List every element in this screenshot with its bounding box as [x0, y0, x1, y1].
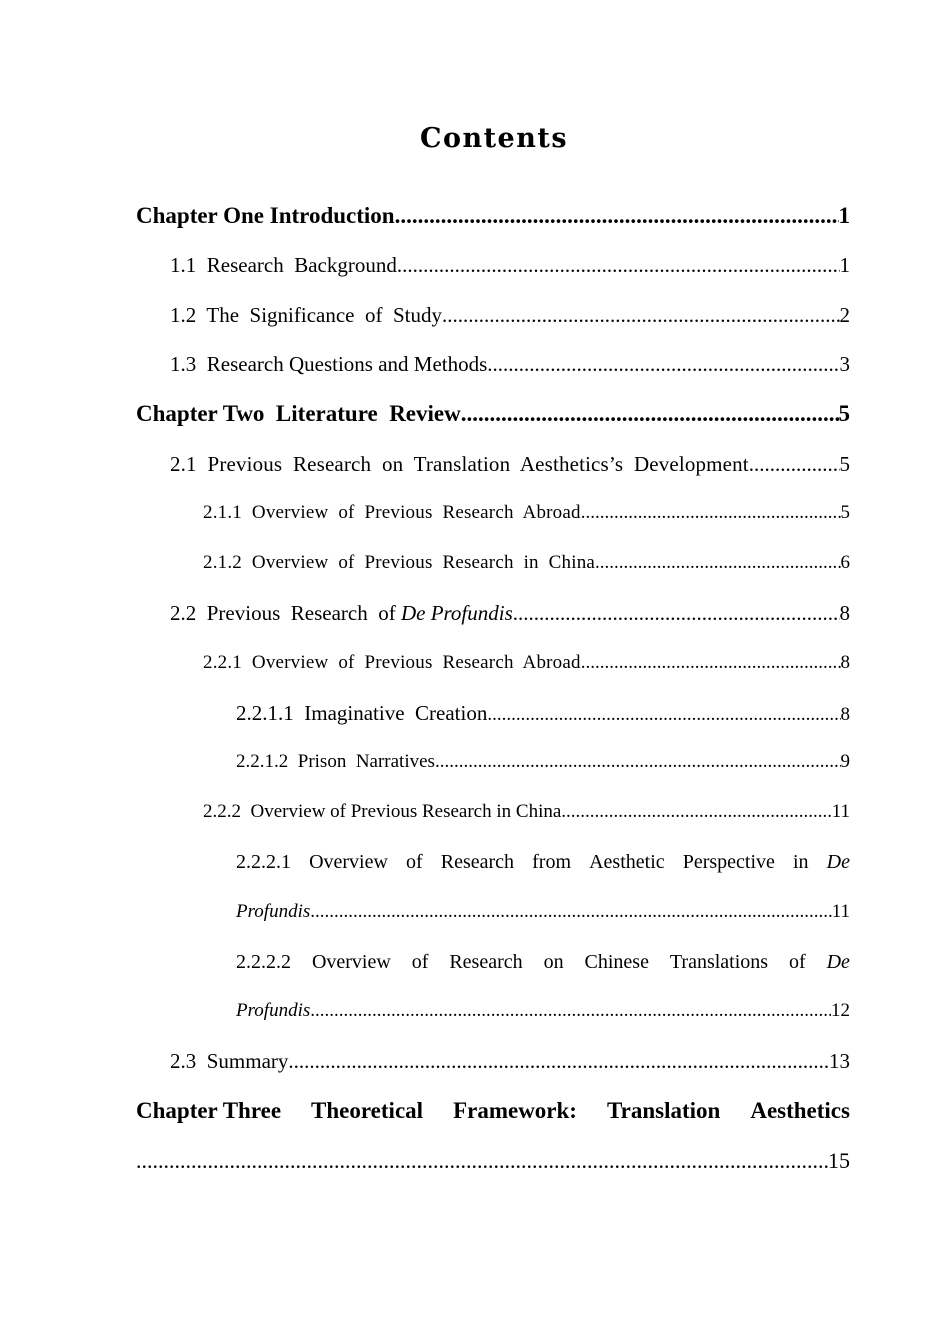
toc-word: in — [792, 851, 809, 873]
toc-page-number: 3 — [839, 352, 850, 376]
toc-word: on — [543, 951, 564, 973]
toc-entry-1-1[interactable] — [170, 249, 850, 281]
toc-page-number: 12 — [831, 1000, 850, 1021]
toc-entry-label-italic: Profundis — [236, 1000, 311, 1021]
dot-leader — [487, 700, 840, 728]
toc-page-number: 5 — [840, 502, 850, 523]
toc-word: Translation — [606, 1098, 721, 1123]
dot-leader — [595, 548, 840, 578]
toc-page-number: 5 — [839, 452, 850, 476]
toc-entry-label-prefix: 2.2 Previous Research of — [170, 601, 401, 625]
toc-entry-label: 1.3 Research Questions and Methods — [170, 352, 488, 376]
toc-word: Research — [449, 951, 523, 973]
toc-entry-label: 1.2 The Significance of Study — [170, 303, 442, 327]
toc-page-number: 2 — [839, 303, 850, 327]
toc-word: 2.2.2.2 — [236, 951, 291, 973]
toc-entry-label — [236, 698, 487, 728]
toc-word: Translations — [669, 951, 769, 973]
toc-entry-label: Chapter One Introduction — [136, 203, 395, 228]
toc-page-number: 1 — [838, 203, 850, 228]
dot-leader — [513, 597, 840, 629]
toc-word: Research — [440, 851, 515, 873]
toc-entry-label-italic: Profundis — [236, 901, 311, 922]
toc-page-number: 5 — [838, 401, 850, 426]
toc-entry-2-2-1[interactable] — [203, 648, 850, 678]
dot-leader — [749, 448, 840, 480]
toc-entry-label: 2.2.1.2 Prison Narratives — [236, 751, 435, 772]
dot-leader — [561, 797, 831, 827]
toc-page-number: 9 — [840, 751, 850, 772]
toc-entry-1-3[interactable] — [170, 348, 850, 380]
toc-entry-chapter-two[interactable] — [136, 397, 850, 431]
toc-entry-label: Chapter Two Literature Review — [136, 401, 461, 426]
toc-word-italic: De — [826, 951, 850, 973]
toc-page-number: 11 — [831, 901, 850, 922]
toc-entry-chapter-one[interactable] — [136, 199, 850, 233]
dot-leader — [581, 498, 841, 528]
toc-word: Theoretical — [311, 1098, 424, 1123]
toc-page-number: 6 — [840, 552, 850, 573]
toc-entry-2-2-2-2-line2[interactable] — [236, 996, 850, 1026]
toc-page-number: 8 — [839, 601, 850, 625]
toc-entry-label-italic: De Profundis — [400, 601, 513, 625]
toc-word: of — [411, 951, 429, 973]
toc-entry-2-2-2[interactable] — [203, 797, 850, 827]
toc-entry-label — [170, 597, 513, 629]
toc-entry-2-1-2[interactable] — [203, 548, 850, 578]
toc-word: of — [789, 951, 806, 973]
toc-page-number: 8 — [840, 652, 850, 673]
toc-entry-1-2[interactable] — [170, 299, 850, 331]
toc-entry-label: 1.1 Research Background — [170, 253, 397, 277]
dot-leader — [395, 199, 839, 233]
toc-page-number: 15 — [828, 1148, 850, 1173]
toc-word-italic: De — [826, 851, 850, 873]
dot-leader — [288, 1045, 829, 1077]
toc-entry-2-2[interactable] — [170, 597, 850, 629]
toc-entry-2-2-2-1-line1[interactable] — [236, 846, 850, 878]
toc-entry-2-2-2-1-line2[interactable] — [236, 897, 850, 927]
dot-leader — [136, 1145, 828, 1177]
toc-entry-2-2-2-2-line1[interactable] — [236, 946, 850, 978]
toc-word: Aesthetic — [589, 851, 665, 873]
page-title: Contents — [419, 123, 569, 154]
dot-leader — [442, 299, 840, 331]
toc-entry-label-text: 2.2.1.1 Imaginative Creation — [236, 701, 488, 725]
toc-word: Overview — [311, 951, 391, 973]
dot-leader — [435, 747, 841, 777]
toc-entry-2-1-1[interactable] — [203, 498, 850, 528]
toc-entry-label: 2.1.2 Overview of Previous Research in China — [203, 552, 596, 573]
dot-leader — [310, 897, 831, 927]
toc-word: 2.2.2.1 — [236, 851, 291, 873]
toc-page-number: 8 — [840, 704, 850, 725]
toc-entry-label: 2.1 Previous Research on Translation Aesthetics’s Development — [170, 452, 749, 476]
toc-page-number: 11 — [831, 801, 850, 822]
toc-word: Aesthetics — [750, 1098, 850, 1123]
dot-leader — [487, 348, 839, 380]
toc-entry-2-2-1-1[interactable] — [236, 698, 850, 728]
toc-word: from — [532, 851, 572, 873]
toc-entry-chapter-three-line1[interactable] — [136, 1094, 850, 1128]
toc-entry-label: 2.2.2 Overview of Previous Research in China — [203, 801, 562, 822]
dot-leader — [397, 249, 840, 281]
toc-page-number: 13 — [829, 1049, 850, 1073]
dot-leader — [581, 648, 841, 678]
toc-word: Chapter Three — [136, 1098, 282, 1123]
toc-word: Chinese — [584, 951, 649, 973]
toc-entry-2-2-1-2[interactable] — [236, 747, 850, 777]
toc-entry-2-3[interactable] — [170, 1045, 850, 1077]
dot-leader — [461, 397, 839, 431]
toc-entry-label: 2.2.1 Overview of Previous Research Abroad — [203, 652, 581, 673]
toc-entry-chapter-three-line2[interactable] — [136, 1145, 850, 1177]
toc-word: Framework: — [453, 1098, 577, 1123]
toc-page-number: 1 — [839, 253, 850, 277]
toc-word: Perspective — [682, 851, 775, 873]
dot-leader — [310, 996, 831, 1026]
toc-entry-2-1[interactable] — [170, 448, 850, 480]
toc-word: Overview — [309, 851, 388, 873]
toc-entry-label: 2.1.1 Overview of Previous Research Abroad — [203, 502, 581, 523]
toc-entry-label: 2.3 Summary — [170, 1049, 289, 1073]
toc-word: of — [406, 851, 423, 873]
